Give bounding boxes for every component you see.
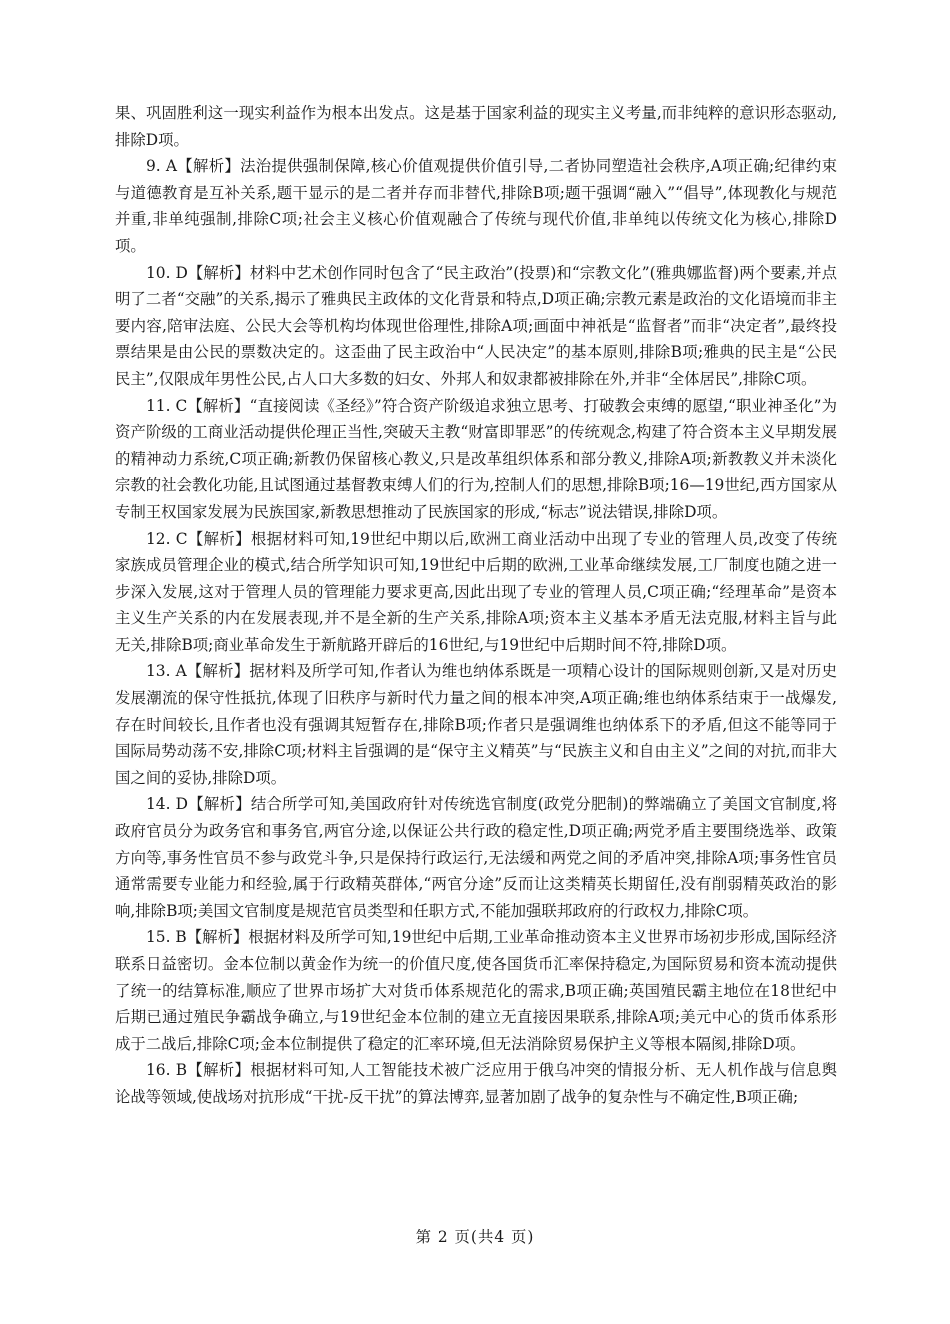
document-body <box>115 100 837 1111</box>
paragraph-answer-14: 14. D【解析】结合所学可知,美国政府针对传统选官制度(政党分肥制)的弊端确立了美国文官制度,将政府官员分为政务官和事务官,两官分途,以保证公共行政的稳定性,D项正确;两党矛盾主要围绕选举、政策方向等,事务性官员不参与政党斗争,只是保持行政运行,无法缓和两党之间的矛盾冲突,排除A项;事务性官员通常需要专业能力和经验,属于行政精英群体,“两官分途”反而让这类精英长期留任,没有削弱精英政治的影响,排除B项;美国文官制度是规范官员类型和任职方式,不能加强联邦政府的行政权力,排除C项。 <box>115 795 837 920</box>
paragraph-answer-13: 13. A【解析】据材料及所学可知,作者认为维也纳体系既是一项精心设计的国际规则创新,又是对历史发展潮流的保守性抵抗,体现了旧秩序与新时代力量之间的根本冲突,A项正确;维也纳体系结束于一战爆发,存在时间较长,且作者也没有强调其短暂存在,排除B项;作者只是强调维也纳体系下的矛盾,但这不能等同于国际局势动荡不安,排除C项;材料主旨强调的是“保守主义精英”与“民族主义和自由主义”之间的对抗,而非大国之间的妥协,排除D项。 <box>115 662 837 787</box>
paragraph-answer-12: 12. C【解析】根据材料可知,19世纪中期以后,欧洲工商业活动中出现了专业的管理人员,改变了传统家族成员管理企业的模式,结合所学知识可知,19世纪中后期的欧洲,工业革命继续发展,工厂制度也随之进一步深入发展,这对于管理人员的管理能力要求更高,因此出现了专业的管理人员,C项正确;“经理革命”是资本主义生产关系的内在发展表现,并不是全新的生产关系,排除A项;资本主义基本矛盾无法克服,材料主旨与此无关,排除B项;商业革命发生于新航路开辟后的16世纪,与19世纪中后期时间不符,排除D项。 <box>115 529 837 654</box>
page-footer: 第 2 页(共4 页) <box>415 1228 535 1246</box>
paragraph-answer-15: 15. B【解析】根据材料及所学可知,19世纪中后期,工业革命推动资本主义世界市场初步形成,国际经济联系日益密切。金本位制以黄金作为统一的价值尺度,使各国货币汇率保持稳定,为国际贸易和资本流动提供了统一的结算标准,顺应了世界市场扩大对货币体系规范化的需求,B项正确;英国殖民霸主地位在18世纪中后期已通过殖民争霸战争确立,与19世纪金本位制的建立无直接因果联系,排除A项;美元中心的货币体系形成于二战后,排除C项;金本位制提供了稳定的汇率环境,但无法消除贸易保护主义等根本隔阂,排除D项。 <box>115 928 837 1053</box>
paragraph-answer-11: 11. C【解析】“直接阅读《圣经》”符合资产阶级追求独立思考、打破教会束缚的愿望,“职业神圣化”为资产阶级的工商业活动提供伦理正当性,突破天主教“财富即罪恶”的传统观念,构建了符合资本主义早期发展的精神动力系统,C项正确;新教仍保留核心教义,只是改革组织体系和部分教义,排除A项;新教教义并未淡化宗教的社会教化功能,且试图通过基督教束缚人们的行为,控制人们的思想,排除B项;16—19世纪,西方国家从专制王权国家发展为民族国家,新教思想推动了民族国家的形成,“标志”说法错误,排除D项。 <box>115 396 837 521</box>
paragraph-continuation: 果、巩固胜利这一现实利益作为根本出发点。这是基于国家利益的现实主义考量,而非纯粹的意识形态驱动,排除D项。 <box>115 104 837 149</box>
paragraph-answer-10: 10. D【解析】材料中艺术创作同时包含了“民主政治”(投票)和“宗教文化”(雅典娜监督)两个要素,并点明了二者“交融”的关系,揭示了雅典民主政体的文化背景和特点,D项正确;宗教元素是政治的文化语境而非主要内容,陪审法庭、公民大会等机构均体现世俗理性,排除A项;画面中神祇是“监督者”而非“决定者”,最终投票结果是由公民的票数决定的。这歪曲了民主政治中“人民决定”的基本原则,排除B项;雅典的民主是“公民民主”,仅限成年男性公民,占人口大多数的妇女、外邦人和奴隶都被排除在外,并非“全体居民”,排除C项。 <box>115 263 837 388</box>
paragraph-answer-9: 9. A【解析】法治提供强制保障,核心价值观提供价值引导,二者协同塑造社会秩序,A项正确;纪律约束与道德教育是互补关系,题干显示的是二者并存而非替代,排除B项;题干强调“融入”“倡导”,体现教化与规范并重,非单纯强制,排除C项;社会主义核心价值观融合了传统与现代价值,非单纯以传统文化为核心,排除D项。 <box>115 157 837 255</box>
paragraph-answer-16: 16. B【解析】根据材料可知,人工智能技术被广泛应用于俄乌冲突的情报分析、无人机作战与信息舆论战等领域,使战场对抗形成“干扰-反干扰”的算法博弈,显著加剧了战争的复杂性与不确定性,B项正确; <box>115 1061 837 1106</box>
